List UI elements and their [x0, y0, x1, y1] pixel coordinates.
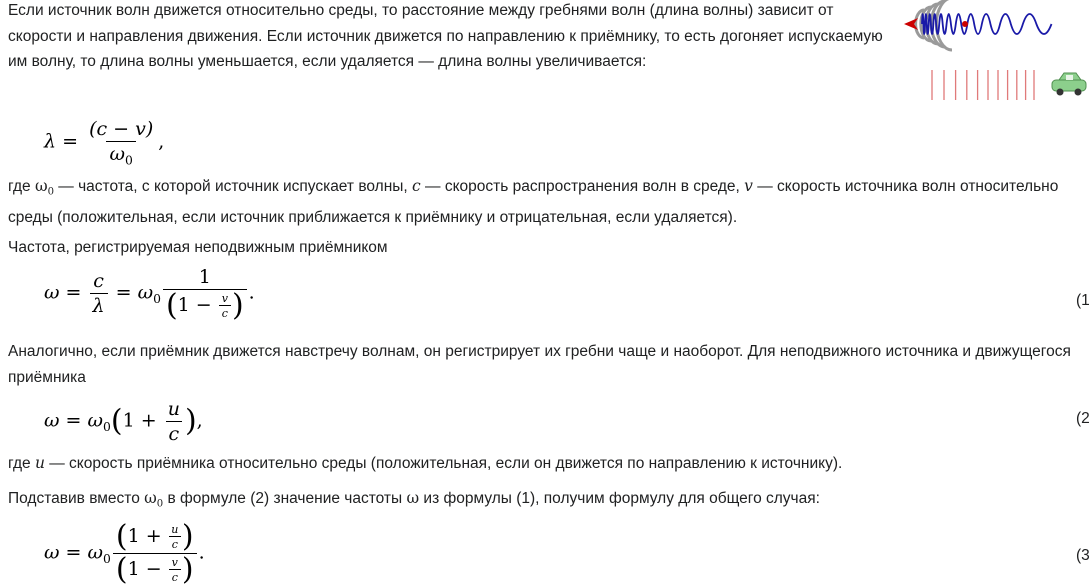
equation-number-1: (1: [1076, 292, 1090, 309]
car-icon: [1052, 73, 1086, 96]
doppler-illustration: [900, 0, 1091, 110]
stationary-receiver-paragraph: Частота, регистрируемая неподвижным приёмником: [8, 239, 388, 256]
equation-number-2: (2: [1076, 410, 1090, 427]
source-dot: [962, 21, 968, 27]
receiver-wavefronts-graphic: [932, 70, 1034, 100]
equation-number-3: (3: [1076, 547, 1090, 564]
doppler-wave-graphic: [904, 0, 1052, 50]
definitions-paragraph: где $\omega_0$ — частота, с которой источник испускает волны, c — скорость распространения волн в среде, v — скорость источника волн относительно среды (положительная, если источник приближается к приёмнику и отрицательная, если удаляется).: [8, 177, 1059, 227]
receiver-speed-paragraph: где u — скорость приёмника относительно среды (положительная, если он движется по направлению к источнику).: [8, 454, 843, 472]
doppler-wave: [922, 14, 1052, 34]
formula-1: ω = $\frac{c}{\lambda}$ = $\omega_0$ 1 (1 − $\frac{v}{c}$ ) .: [44, 266, 255, 323]
intro-paragraph: Если источник волн движется относительно среды, то расстояние между гребнями волн (длина волны) зависит от скорости и направления движения. Если источник движется по направлению к приёмнику, то есть догоняет испускаемую им волну, то длина волны уменьшается, если удаляется — длина волны увеличивается:: [8, 2, 883, 70]
moving-receiver-paragraph: Аналогично, если приёмник движется навстречу волнам, он регистрирует их гребни чаще и наоборот. Для неподвижного источника и движущегося приёмника: [8, 343, 1071, 386]
formula-3: $\omega = \omega_0$ (1 + $\frac{u}{c}$ ) (1 − $\frac{v}{c}$ ) .: [44, 519, 205, 587]
general-case-paragraph: Подставив вместо $\omega_0$ в формуле (2) значение частоты ω из формулы (1), получим формулу для общего случая:: [8, 489, 820, 510]
wavelength-formula: λ = $\frac{(c - v)}{\omega_0}$ ,: [44, 118, 165, 168]
formula-2: $\omega = \omega_0(1$ + $\frac{u}{c}$ ),: [44, 398, 203, 445]
